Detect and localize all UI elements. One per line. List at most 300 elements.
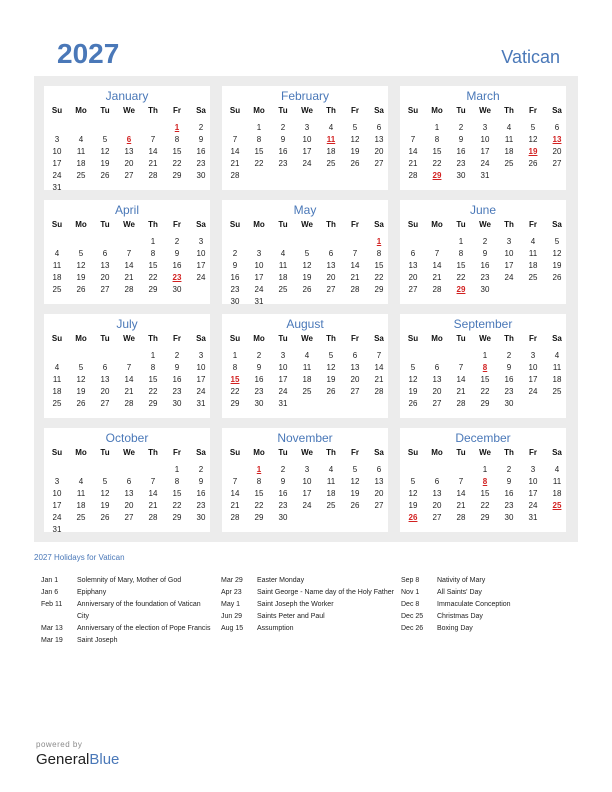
holiday-date: May 1: [221, 601, 241, 608]
day-cell: 2: [174, 351, 180, 360]
holidays-column: [221, 575, 396, 635]
holiday-date: Apr 23: [221, 589, 242, 596]
day-cell: 7: [434, 249, 440, 258]
day-cell: 14: [432, 261, 442, 270]
day-cell: 15: [172, 489, 182, 498]
weekday-header: Tu: [456, 106, 466, 115]
day-cell: 27: [408, 285, 418, 294]
holiday-entry: [41, 575, 211, 587]
holiday-name: Anniversary of the election of Pope Francis: [77, 625, 211, 632]
month-september: [400, 314, 566, 418]
weekday-header: Su: [229, 334, 241, 343]
day-cell: 24: [504, 273, 514, 282]
day-cell: 28: [148, 513, 158, 522]
day-cell: 10: [52, 147, 62, 156]
day-cell: 22: [148, 273, 158, 282]
day-cell: 26: [350, 159, 360, 168]
month-july: [44, 314, 210, 418]
day-cell: 27: [432, 513, 442, 522]
day-cell: 20: [100, 387, 110, 396]
day-cell: 17: [196, 375, 206, 384]
day-cell: 17: [52, 159, 62, 168]
day-cell: 18: [326, 489, 336, 498]
day-cell: 11: [278, 261, 288, 270]
weekday-header: Sa: [374, 106, 384, 115]
month-name: May: [293, 203, 317, 217]
day-cell: 18: [528, 261, 538, 270]
day-cell: 18: [326, 147, 336, 156]
day-cell: 27: [432, 399, 442, 408]
day-cell: 26: [100, 513, 110, 522]
day-cell: 12: [100, 489, 110, 498]
day-cell: 19: [302, 273, 312, 282]
day-cell: 5: [328, 351, 334, 360]
day-cell: 9: [174, 363, 180, 372]
holiday-date: Dec 8: [401, 601, 420, 608]
day-cell: 12: [350, 477, 360, 486]
weekday-header: We: [123, 106, 135, 115]
day-cell: 12: [552, 249, 562, 258]
month-december: [400, 428, 566, 532]
day-cell: 7: [126, 363, 132, 372]
day-cell: 7: [458, 477, 464, 486]
weekday-header: We: [301, 220, 313, 229]
day-cell: 11: [52, 261, 62, 270]
day-cell: 10: [302, 477, 312, 486]
weekday-header: We: [301, 334, 313, 343]
day-cell: 11: [552, 477, 562, 486]
day-cell: 22: [480, 387, 490, 396]
day-cell: 30: [196, 513, 206, 522]
day-cell: 28: [456, 399, 466, 408]
day-cell: 25: [278, 285, 288, 294]
holiday-day-cell: 29: [456, 285, 466, 294]
day-cell: 27: [374, 159, 384, 168]
holiday-date: Mar 29: [221, 577, 243, 584]
weekday-header: Sa: [196, 106, 206, 115]
day-cell: 14: [456, 375, 466, 384]
day-cell: 5: [78, 363, 84, 372]
day-cell: 13: [432, 489, 442, 498]
holiday-name: Saint Joseph: [77, 637, 118, 644]
brand-general: General: [36, 751, 90, 768]
day-cell: 4: [78, 477, 84, 486]
day-cell: 15: [254, 147, 264, 156]
day-cell: 10: [528, 363, 538, 372]
day-cell: 6: [352, 351, 358, 360]
month-name: November: [277, 431, 333, 445]
holiday-day-cell: 1: [174, 123, 180, 132]
day-cell: 28: [456, 513, 466, 522]
day-cell: 17: [302, 489, 312, 498]
day-cell: 1: [458, 237, 464, 246]
weekday-header: Mo: [75, 448, 87, 457]
day-cell: 4: [54, 249, 60, 258]
holiday-entry: [221, 587, 396, 599]
month-november: [222, 428, 388, 532]
day-cell: 26: [76, 285, 86, 294]
day-cell: 24: [480, 159, 490, 168]
day-cell: 12: [528, 135, 538, 144]
day-cell: 13: [326, 261, 336, 270]
day-cell: 18: [278, 273, 288, 282]
weekday-header: Sa: [374, 334, 384, 343]
holiday-name: Easter Monday: [257, 577, 305, 584]
day-cell: 29: [172, 171, 182, 180]
weekday-header: Su: [407, 448, 419, 457]
day-cell: 3: [256, 249, 262, 258]
day-cell: 23: [230, 285, 240, 294]
day-cell: 24: [196, 273, 206, 282]
day-cell: 17: [254, 273, 264, 282]
day-cell: 9: [458, 135, 464, 144]
weekday-header: Mo: [75, 106, 87, 115]
day-cell: 26: [302, 285, 312, 294]
day-cell: 12: [408, 489, 418, 498]
day-cell: 5: [102, 135, 108, 144]
day-cell: 4: [554, 351, 560, 360]
holiday-name: Solemnity of Mary, Mother of God: [77, 577, 182, 584]
day-cell: 26: [528, 159, 538, 168]
day-cell: 15: [148, 375, 158, 384]
weekday-header: Th: [326, 334, 336, 343]
day-cell: 10: [504, 249, 514, 258]
day-cell: 15: [254, 489, 264, 498]
day-cell: 8: [232, 363, 238, 372]
day-cell: 6: [376, 123, 382, 132]
holiday-entry: [221, 575, 396, 587]
holiday-date: Dec 25: [401, 613, 424, 620]
day-cell: 14: [124, 261, 134, 270]
day-cell: 27: [374, 501, 384, 510]
day-cell: 25: [76, 513, 86, 522]
day-cell: 4: [530, 237, 536, 246]
day-cell: 13: [374, 477, 384, 486]
day-cell: 16: [504, 489, 514, 498]
weekday-header: Mo: [431, 448, 443, 457]
day-cell: 11: [528, 249, 538, 258]
day-cell: 29: [148, 285, 158, 294]
day-cell: 25: [504, 159, 514, 168]
holiday-entry: [41, 623, 211, 635]
weekday-header: Fr: [351, 106, 359, 115]
day-cell: 16: [196, 147, 206, 156]
day-cell: 16: [172, 261, 182, 270]
day-cell: 21: [408, 159, 418, 168]
day-cell: 9: [506, 477, 512, 486]
day-cell: 23: [480, 273, 490, 282]
day-cell: 28: [230, 171, 240, 180]
weekday-header: Sa: [196, 334, 206, 343]
holiday-name: Immaculate Conception: [437, 601, 511, 608]
day-cell: 27: [552, 159, 562, 168]
day-cell: 7: [150, 477, 156, 486]
weekday-header: Sa: [552, 220, 562, 229]
day-cell: 19: [76, 387, 86, 396]
day-cell: 7: [126, 249, 132, 258]
day-cell: 18: [552, 489, 562, 498]
day-cell: 15: [480, 489, 490, 498]
day-cell: 18: [76, 501, 86, 510]
country-name: Vatican: [501, 47, 560, 67]
day-cell: 3: [506, 237, 512, 246]
day-cell: 23: [254, 387, 264, 396]
weekday-header: Su: [51, 106, 63, 115]
day-cell: 22: [254, 501, 264, 510]
weekday-header: Mo: [253, 334, 265, 343]
day-cell: 21: [374, 375, 384, 384]
day-cell: 20: [124, 501, 134, 510]
weekday-header: Fr: [529, 334, 537, 343]
day-cell: 28: [148, 171, 158, 180]
day-cell: 28: [432, 285, 442, 294]
holiday-day-cell: 1: [256, 465, 262, 474]
day-cell: 15: [148, 261, 158, 270]
day-cell: 20: [100, 273, 110, 282]
holiday-name: Anniversary of the foundation of Vatican City: [77, 601, 201, 620]
holiday-name: Saint Joseph the Worker: [257, 601, 334, 608]
day-cell: 11: [504, 135, 514, 144]
weekday-header: Th: [148, 220, 158, 229]
day-cell: 23: [278, 501, 288, 510]
day-cell: 22: [480, 501, 490, 510]
holiday-day-cell: 8: [482, 477, 488, 486]
weekday-header: Mo: [431, 106, 443, 115]
day-cell: 20: [432, 387, 442, 396]
day-cell: 20: [350, 375, 360, 384]
day-cell: 12: [76, 261, 86, 270]
day-cell: 27: [124, 513, 134, 522]
day-cell: 26: [408, 399, 418, 408]
day-cell: 19: [100, 159, 110, 168]
day-cell: 7: [150, 135, 156, 144]
holiday-date: Mar 19: [41, 637, 63, 644]
weekday-header: Th: [326, 106, 336, 115]
weekday-header: Tu: [278, 220, 288, 229]
month-august: [222, 314, 388, 418]
day-cell: 5: [530, 123, 536, 132]
holiday-day-cell: 25: [552, 501, 562, 510]
day-cell: 5: [102, 477, 108, 486]
day-cell: 20: [374, 147, 384, 156]
day-cell: 2: [232, 249, 238, 258]
day-cell: 22: [230, 387, 240, 396]
day-cell: 28: [124, 399, 134, 408]
weekday-header: We: [479, 220, 491, 229]
day-cell: 13: [100, 375, 110, 384]
day-cell: 14: [374, 363, 384, 372]
weekday-header: Su: [51, 220, 63, 229]
day-cell: 13: [124, 147, 134, 156]
weekday-header: Th: [504, 106, 514, 115]
day-cell: 12: [100, 147, 110, 156]
day-cell: 21: [148, 159, 158, 168]
day-cell: 18: [52, 387, 62, 396]
day-cell: 26: [76, 399, 86, 408]
day-cell: 1: [150, 351, 156, 360]
day-cell: 14: [408, 147, 418, 156]
holiday-day-cell: 15: [230, 375, 240, 384]
weekday-header: Sa: [374, 448, 384, 457]
holiday-date: Mar 13: [41, 625, 63, 632]
holiday-name: Nativity of Mary: [437, 577, 486, 584]
day-cell: 27: [350, 387, 360, 396]
day-cell: 18: [302, 375, 312, 384]
day-cell: 14: [148, 489, 158, 498]
day-cell: 3: [198, 237, 204, 246]
day-cell: 2: [174, 237, 180, 246]
weekday-header: We: [479, 106, 491, 115]
day-cell: 10: [302, 135, 312, 144]
holiday-day-cell: 1: [376, 237, 382, 246]
day-cell: 31: [278, 399, 288, 408]
holiday-name: Boxing Day: [437, 625, 473, 632]
day-cell: 17: [504, 261, 514, 270]
weekday-header: We: [123, 448, 135, 457]
day-cell: 3: [54, 477, 60, 486]
weekday-header: Tu: [100, 448, 110, 457]
holiday-entry: [221, 623, 396, 635]
day-cell: 8: [150, 363, 156, 372]
day-cell: 20: [408, 273, 418, 282]
day-cell: 16: [196, 489, 206, 498]
holiday-name: All Saints' Day: [437, 589, 482, 596]
day-cell: 23: [196, 501, 206, 510]
day-cell: 19: [408, 387, 418, 396]
day-cell: 30: [480, 285, 490, 294]
holiday-day-cell: 29: [432, 171, 442, 180]
day-cell: 20: [432, 501, 442, 510]
weekday-header: Tu: [100, 220, 110, 229]
day-cell: 26: [100, 171, 110, 180]
day-cell: 4: [554, 465, 560, 474]
weekday-header: We: [301, 106, 313, 115]
day-cell: 1: [482, 465, 488, 474]
powered-by-text: powered by: [36, 740, 83, 749]
day-cell: 25: [302, 387, 312, 396]
day-cell: 4: [280, 249, 286, 258]
day-cell: 12: [350, 135, 360, 144]
day-cell: 24: [528, 501, 538, 510]
holiday-entry: [401, 611, 581, 623]
day-cell: 26: [326, 387, 336, 396]
month-name: April: [114, 203, 139, 217]
day-cell: 17: [480, 147, 490, 156]
day-cell: 8: [458, 249, 464, 258]
day-cell: 10: [196, 363, 206, 372]
month-name: February: [280, 89, 330, 103]
day-cell: 2: [506, 465, 512, 474]
day-cell: 28: [374, 387, 384, 396]
day-cell: 18: [504, 147, 514, 156]
weekday-header: Mo: [431, 220, 443, 229]
day-cell: 14: [230, 147, 240, 156]
day-cell: 24: [52, 171, 62, 180]
day-cell: 24: [52, 513, 62, 522]
day-cell: 15: [432, 147, 442, 156]
weekday-header: Sa: [196, 448, 206, 457]
holiday-entry: [41, 635, 211, 647]
weekday-header: We: [479, 334, 491, 343]
day-cell: 9: [198, 477, 204, 486]
weekday-header: Fr: [173, 220, 181, 229]
weekday-header: Tu: [278, 448, 288, 457]
weekday-header: Mo: [431, 334, 443, 343]
day-cell: 19: [76, 273, 86, 282]
day-cell: 2: [482, 237, 488, 246]
day-cell: 25: [52, 399, 62, 408]
month-february: [222, 86, 388, 190]
day-cell: 17: [302, 147, 312, 156]
weekday-header: Mo: [75, 334, 87, 343]
day-cell: 19: [326, 375, 336, 384]
day-cell: 12: [302, 261, 312, 270]
day-cell: 25: [528, 273, 538, 282]
day-cell: 4: [328, 123, 334, 132]
day-cell: 16: [504, 375, 514, 384]
month-name: June: [469, 203, 497, 217]
day-cell: 8: [150, 249, 156, 258]
day-cell: 2: [280, 123, 286, 132]
holiday-day-cell: 23: [172, 273, 182, 282]
day-cell: 30: [196, 171, 206, 180]
day-cell: 14: [350, 261, 360, 270]
holiday-date: Sep 8: [401, 577, 420, 584]
weekday-header: Su: [407, 106, 419, 115]
day-cell: 15: [480, 375, 490, 384]
day-cell: 22: [148, 387, 158, 396]
weekday-header: We: [479, 448, 491, 457]
day-cell: 3: [198, 351, 204, 360]
day-cell: 1: [232, 351, 238, 360]
day-cell: 5: [78, 249, 84, 258]
month-april: [44, 200, 210, 304]
day-cell: 30: [504, 513, 514, 522]
day-cell: 11: [52, 375, 62, 384]
day-cell: 11: [76, 147, 86, 156]
day-cell: 16: [480, 261, 490, 270]
day-cell: 14: [230, 489, 240, 498]
day-cell: 22: [456, 273, 466, 282]
day-cell: 16: [254, 375, 264, 384]
day-cell: 9: [256, 363, 262, 372]
day-cell: 6: [434, 363, 440, 372]
weekday-header: Tu: [456, 220, 466, 229]
day-cell: 23: [504, 387, 514, 396]
day-cell: 6: [434, 477, 440, 486]
weekday-header: Fr: [351, 220, 359, 229]
weekday-header: Th: [504, 334, 514, 343]
day-cell: 28: [230, 513, 240, 522]
day-cell: 2: [280, 465, 286, 474]
month-name: September: [453, 317, 513, 331]
day-cell: 24: [302, 159, 312, 168]
day-cell: 10: [52, 489, 62, 498]
day-cell: 22: [172, 159, 182, 168]
day-cell: 30: [172, 285, 182, 294]
month-october: [44, 428, 210, 532]
month-name: March: [466, 89, 500, 103]
day-cell: 30: [504, 399, 514, 408]
day-cell: 11: [76, 489, 86, 498]
day-cell: 5: [352, 123, 358, 132]
month-name: December: [455, 431, 511, 445]
day-cell: 17: [278, 375, 288, 384]
brand-logo: [36, 751, 119, 768]
day-cell: 6: [554, 123, 560, 132]
day-cell: 2: [458, 123, 464, 132]
holiday-day-cell: 19: [528, 147, 538, 156]
